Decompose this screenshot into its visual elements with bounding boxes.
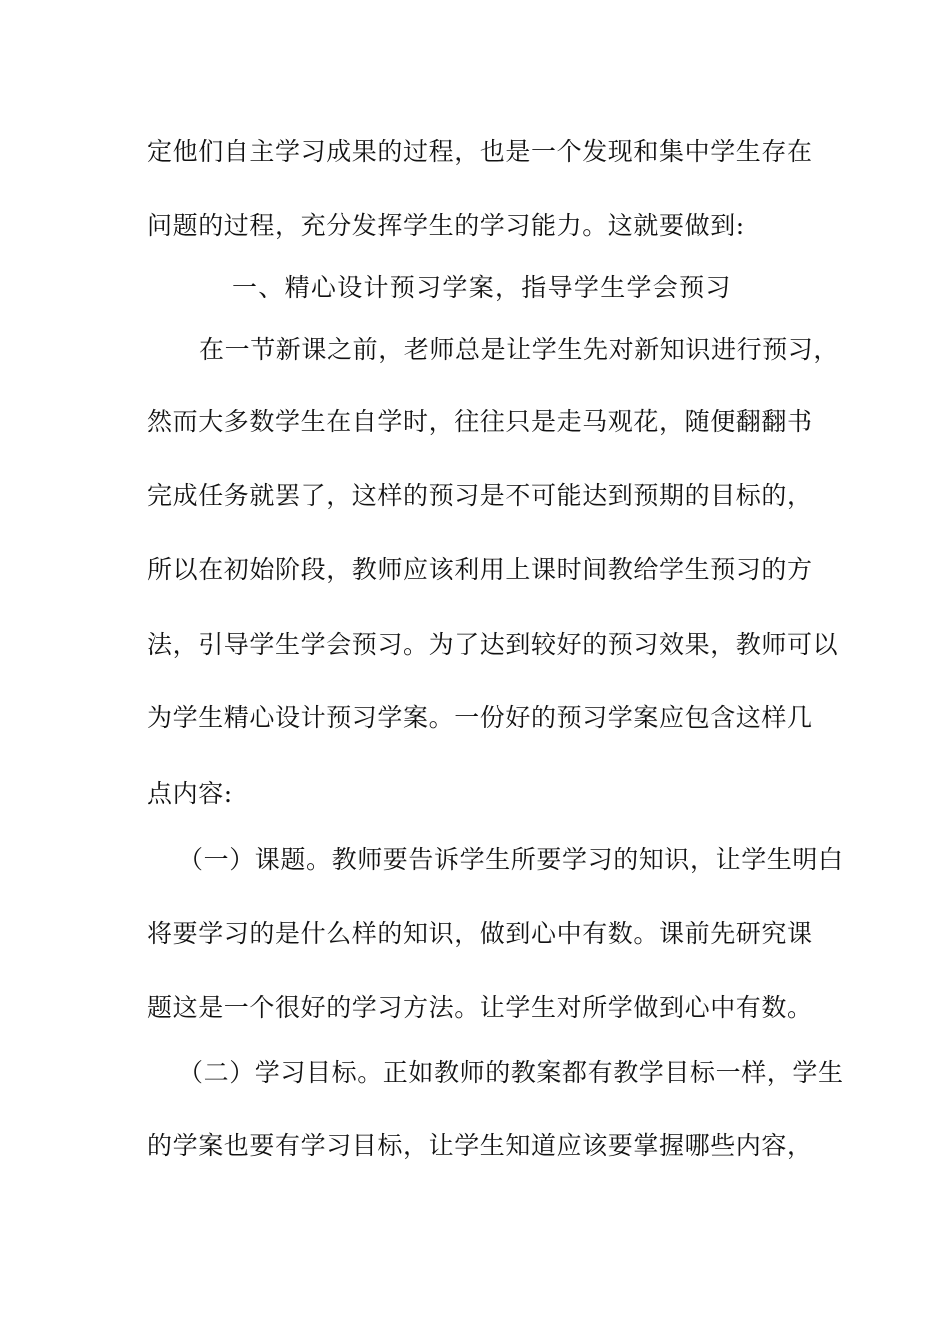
text-line: 法，引导学生学会预习。为了达到较好的预习效果，教师可以 xyxy=(147,630,839,659)
paragraph-first-line: 在一节新课之前，老师总是让学生先对新知识进行预习， xyxy=(199,335,840,364)
subsection-line: （一）课题。教师要告诉学生所要学习的知识，让学生明白 xyxy=(178,845,844,874)
text-line: 完成任务就罢了，这样的预习是不可能达到预期的目标的， xyxy=(147,481,813,510)
text-line: 题这是一个很好的学习方法。让学生对所学做到心中有数。 xyxy=(147,993,813,1022)
text-line: 的学案也要有学习目标，让学生知道应该要掌握哪些内容， xyxy=(147,1131,813,1160)
text-line: 为学生精心设计预习学案。一份好的预习学案应包含这样几 xyxy=(147,703,813,732)
text-line: 定他们自主学习成果的过程，也是一个发现和集中学生存在 xyxy=(147,137,813,166)
text-line: 然而大多数学生在自学时，往往只是走马观花，随便翻翻书 xyxy=(147,407,813,436)
text-line: 点内容: xyxy=(147,779,233,808)
section-heading: 一、精心设计预习学案，指导学生学会预习 xyxy=(232,273,732,302)
text-line: 将要学习的是什么样的知识，做到心中有数。课前先研究课 xyxy=(147,919,813,948)
subsection-line: （二）学习目标。正如教师的教案都有教学目标一样，学生 xyxy=(178,1058,844,1087)
text-line: 所以在初始阶段，教师应该利用上课时间教给学生预习的方 xyxy=(147,555,813,584)
text-line: 问题的过程，充分发挥学生的学习能力。这就要做到: xyxy=(147,211,745,240)
